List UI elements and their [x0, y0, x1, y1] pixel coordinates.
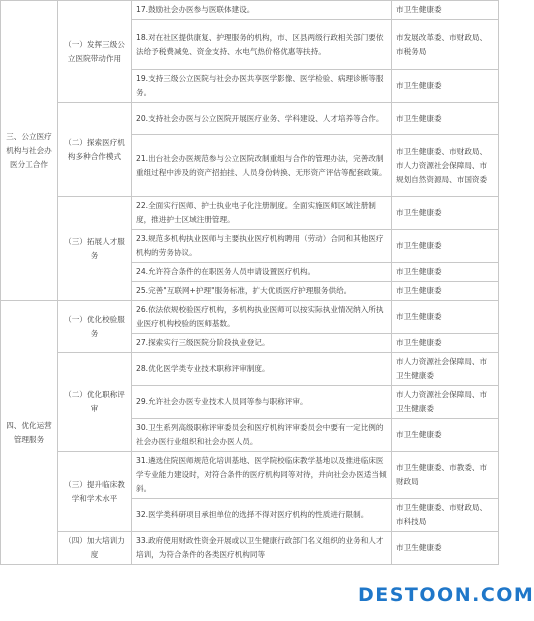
task-cell: 25.完善"互联网+护理"服务标准，扩大优质医疗护理服务供给。: [132, 282, 392, 301]
table-row: [1, 103, 499, 135]
responsible-dept-cell: 市卫生健康委: [392, 197, 499, 230]
task-cell: 23.规范多机构执业医师与主要执业医疗机构聘用（劳动）合同和其他医疗机构的劳务协议。: [132, 230, 392, 263]
task-cell: 21.出台社会办医规范参与公立医院改制重组与合作的管理办法，完善改制重组过程中涉及的资产招拍挂、人员身份转换、无形资产评估等配套政策。: [132, 135, 392, 197]
subcategory-cell: （一）发挥三级公立医院带动作用: [58, 1, 132, 103]
task-cell: 19.支持三级公立医院与社会办医共享医学影像、医学检验、病理诊断等服务。: [132, 70, 392, 103]
subcategory-cell: （二）优化职称评审: [58, 353, 132, 452]
table-row: [1, 353, 499, 386]
responsible-dept-cell: 市卫生健康委: [392, 419, 499, 452]
task-cell: 26.依法依规校验医疗机构，多机构执业医师可以按实际执业情况纳入所执业医疗机构校验的医师基数。: [132, 301, 392, 334]
responsible-dept-cell: 市人力资源社会保障局、市卫生健康委: [392, 353, 499, 386]
table-row: [1, 197, 499, 230]
category-cell: 三、公立医疗机构与社会办医分工合作: [1, 1, 58, 301]
responsible-dept-cell: 市卫生健康委: [392, 103, 499, 135]
responsible-dept-cell: 市发展改革委、市财政局、市税务局: [392, 20, 499, 70]
subcategory-cell: （一）优化校验服务: [58, 301, 132, 353]
task-cell: 27.探索实行三级医院分阶段执业登记。: [132, 334, 392, 353]
responsible-dept-cell: 市卫生健康委: [392, 230, 499, 263]
task-cell: 22.全面实行医师、护士执业电子化注册制度。全面实施医师区域注册制度，推进护士区域注册管理。: [132, 197, 392, 230]
destoon-watermark: DESTOON.COM: [358, 584, 534, 606]
responsible-dept-cell: 市卫生健康委、市教委、市财政局: [392, 452, 499, 499]
responsible-dept-cell: 市卫生健康委: [392, 70, 499, 103]
subcategory-cell: （四）加大培训力度: [58, 532, 132, 565]
task-cell: 24.允许符合条件的在职医务人员申请设置医疗机构。: [132, 263, 392, 282]
subcategory-cell: （三）拓展人才服务: [58, 197, 132, 301]
responsible-dept-cell: 市卫生健康委: [392, 532, 499, 565]
subcategory-cell: （三）提升临床教学和学术水平: [58, 452, 132, 532]
subcategory-cell: （二）探索医疗机构多种合作模式: [58, 103, 132, 197]
table-row: [1, 452, 499, 499]
responsible-dept-cell: 市卫生健康委: [392, 263, 499, 282]
table-row: [1, 301, 499, 334]
responsible-dept-cell: 市卫生健康委: [392, 282, 499, 301]
responsible-dept-cell: 市卫生健康委: [392, 334, 499, 353]
task-cell: 18.对在社区提供康复、护理服务的机构，市、区县两级行政相关部门要依法给予税费减免、资金支持、水电气热价格优惠等扶持。: [132, 20, 392, 70]
responsible-dept-cell: 市人力资源社会保障局、市卫生健康委: [392, 386, 499, 419]
task-cell: 29.允许社会办医专业技术人员同等参与职称评审。: [132, 386, 392, 419]
task-cell: 32.医学类科研项目承担单位的选择不得对医疗机构的性质进行限制。: [132, 499, 392, 532]
responsible-dept-cell: 市卫生健康委: [392, 1, 499, 20]
task-cell: 17.鼓励社会办医参与医联体建设。: [132, 1, 392, 20]
task-cell: 33.政府使用财政性资金开展或以卫生健康行政部门名义组织的业务和人才培训，为符合条件的各类医疗机构同等: [132, 532, 392, 565]
task-cell: 30.卫生系列高级职称评审委员会和医疗机构评审委员会中要有一定比例的社会办医行业组织和社会办医人员。: [132, 419, 392, 452]
task-cell: 31.遴选住院医师规范化培训基地、医学院校临床教学基地以及推进临床医学专业能力建设时，对符合条件的医疗机构同等对待，并向社会办医适当倾斜。: [132, 452, 392, 499]
task-cell: 28.优化医学类专业技术职称评审制度。: [132, 353, 392, 386]
responsible-dept-cell: 市卫生健康委、市财政局、市科技局: [392, 499, 499, 532]
responsible-dept-cell: 市卫生健康委: [392, 301, 499, 334]
table-row: [1, 532, 499, 565]
task-cell: 20.支持社会办医与公立医院开展医疗业务、学科建设、人才培养等合作。: [132, 103, 392, 135]
responsible-dept-cell: 市卫生健康委、市财政局、市人力资源社会保障局、市规划自然资源局、市国资委: [392, 135, 499, 197]
category-cell: 四、优化运营管理服务: [1, 301, 58, 565]
table-row: [1, 1, 499, 20]
